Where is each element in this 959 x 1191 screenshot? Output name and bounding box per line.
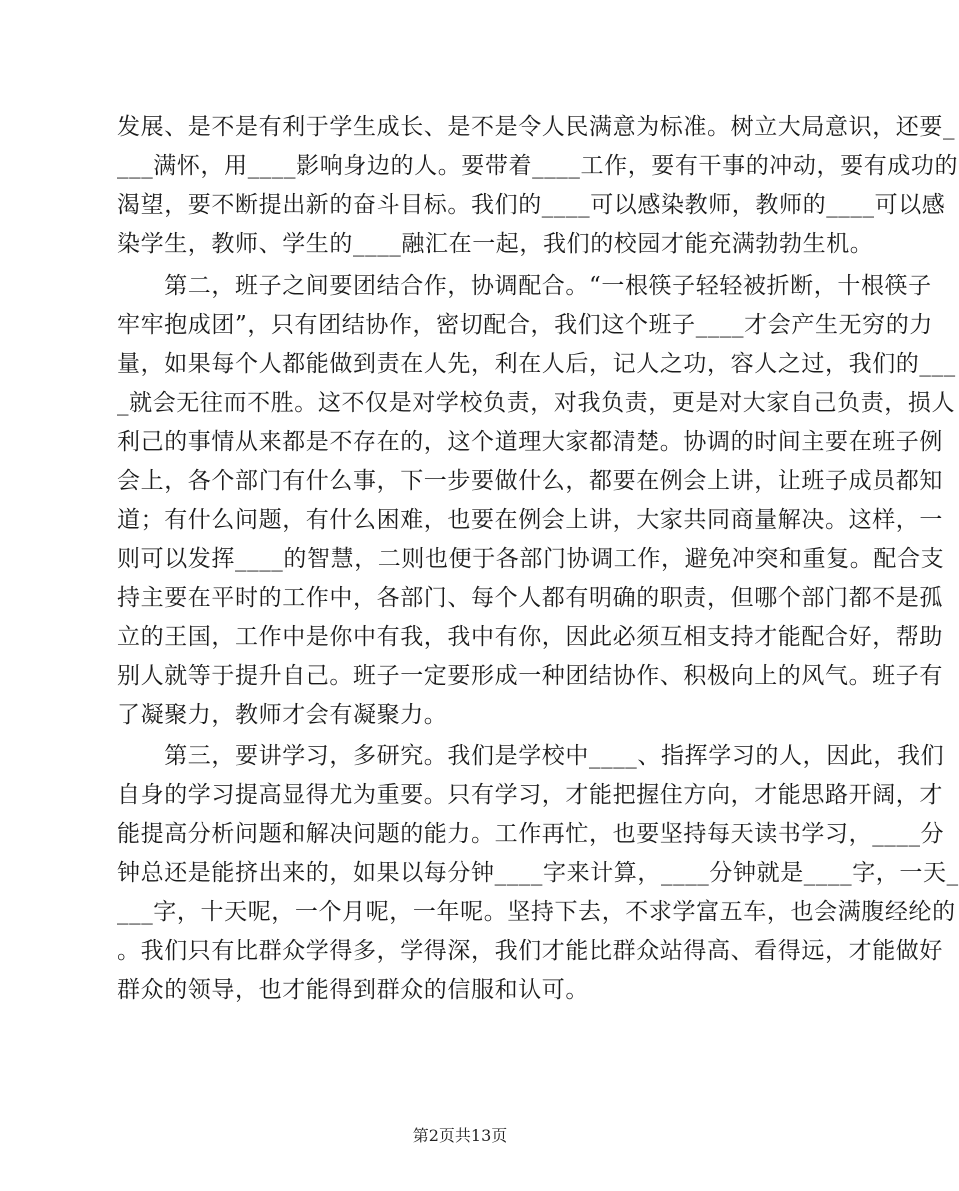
text-line: 会上，各个部门有什么事，下一步要做什么，都要在例会上讲，让班子成员都知 bbox=[117, 468, 943, 494]
text-line: 渴望，要不断提出新的奋斗目标。我们的____可以感染教师，教师的____可以感 bbox=[117, 192, 946, 218]
text-line: 发展、是不是有利于学生成长、是不是令人民满意为标准。树立大局意识，还要_ bbox=[117, 114, 956, 140]
text-line: 能提高分析问题和解决问题的能力。工作再忙，也要坚持每天读书学习，____分 bbox=[117, 821, 945, 847]
text-line: 第三，要讲学习，多研究。我们是学校中____、指挥学习的人，因此，我们 bbox=[117, 743, 945, 769]
text-line: 持主要在平时的工作中，各部门、每个人都有明确的职责，但哪个部门都不是孤 bbox=[117, 585, 943, 611]
text-line: 立的王国，工作中是你中有我，我中有你，因此必须互相支持才能配合好，帮助 bbox=[117, 624, 943, 650]
text-line: ___字，十天呢，一个月呢，一年呢。坚持下去，不求学富五车，也会满腹经纶的 bbox=[117, 899, 956, 925]
text-line: 了凝聚力，教师才会有凝聚力。 bbox=[117, 702, 448, 728]
text-line: 牢牢抱成团”，只有团结协作，密切配合，我们这个班子____才会产生无穷的力 bbox=[117, 312, 933, 338]
text-line: _就会无往而不胜。这不仅是对学校负责，对我负责，更是对大家自己负责，损人 bbox=[117, 390, 956, 416]
text-line: 利己的事情从来都是不存在的，这个道理大家都清楚。协调的时间主要在班子例 bbox=[117, 429, 943, 455]
text-line: 自身的学习提高显得尤为重要。只有学习，才能把握住方向，才能思路开阔，才 bbox=[117, 782, 943, 808]
text-line: 道；有什么问题，有什么困难，也要在例会上讲，大家共同商量解决。这样，一 bbox=[117, 507, 943, 533]
text-line: 钟总还是能挤出来的，如果以每分钟____字来计算，____分钟就是____字，一天_ bbox=[117, 860, 959, 886]
text-line: 染学生，教师、学生的____融汇在一起，我们的校园才能充满勃勃生机。 bbox=[117, 231, 874, 257]
text-line: 量，如果每个人都能做到责在人先，利在人后，记人之功，容人之过，我们的___ bbox=[117, 351, 956, 377]
page-number: 第2页共13页 bbox=[412, 1126, 508, 1145]
text-line: 则可以发挥____的智慧，二则也便于各部门协调工作，避免冲突和重复。配合支 bbox=[117, 546, 945, 572]
text-line: 。我们只有比群众学得多，学得深，我们才能比群众站得高、看得远，才能做好 bbox=[117, 938, 943, 964]
text-line: 群众的领导，也才能得到群众的信服和认可。 bbox=[117, 977, 589, 1003]
text-line: 第二，班子之间要团结合作，协调配合。“一根筷子轻轻被折断，十根筷子 bbox=[117, 273, 932, 299]
text-line: 别人就等于提升自己。班子一定要形成一种团结协作、积极向上的风气。班子有 bbox=[117, 663, 943, 689]
text-line: ___满怀，用____影响身边的人。要带着____工作，要有干事的冲动，要有成功的 bbox=[117, 153, 959, 179]
